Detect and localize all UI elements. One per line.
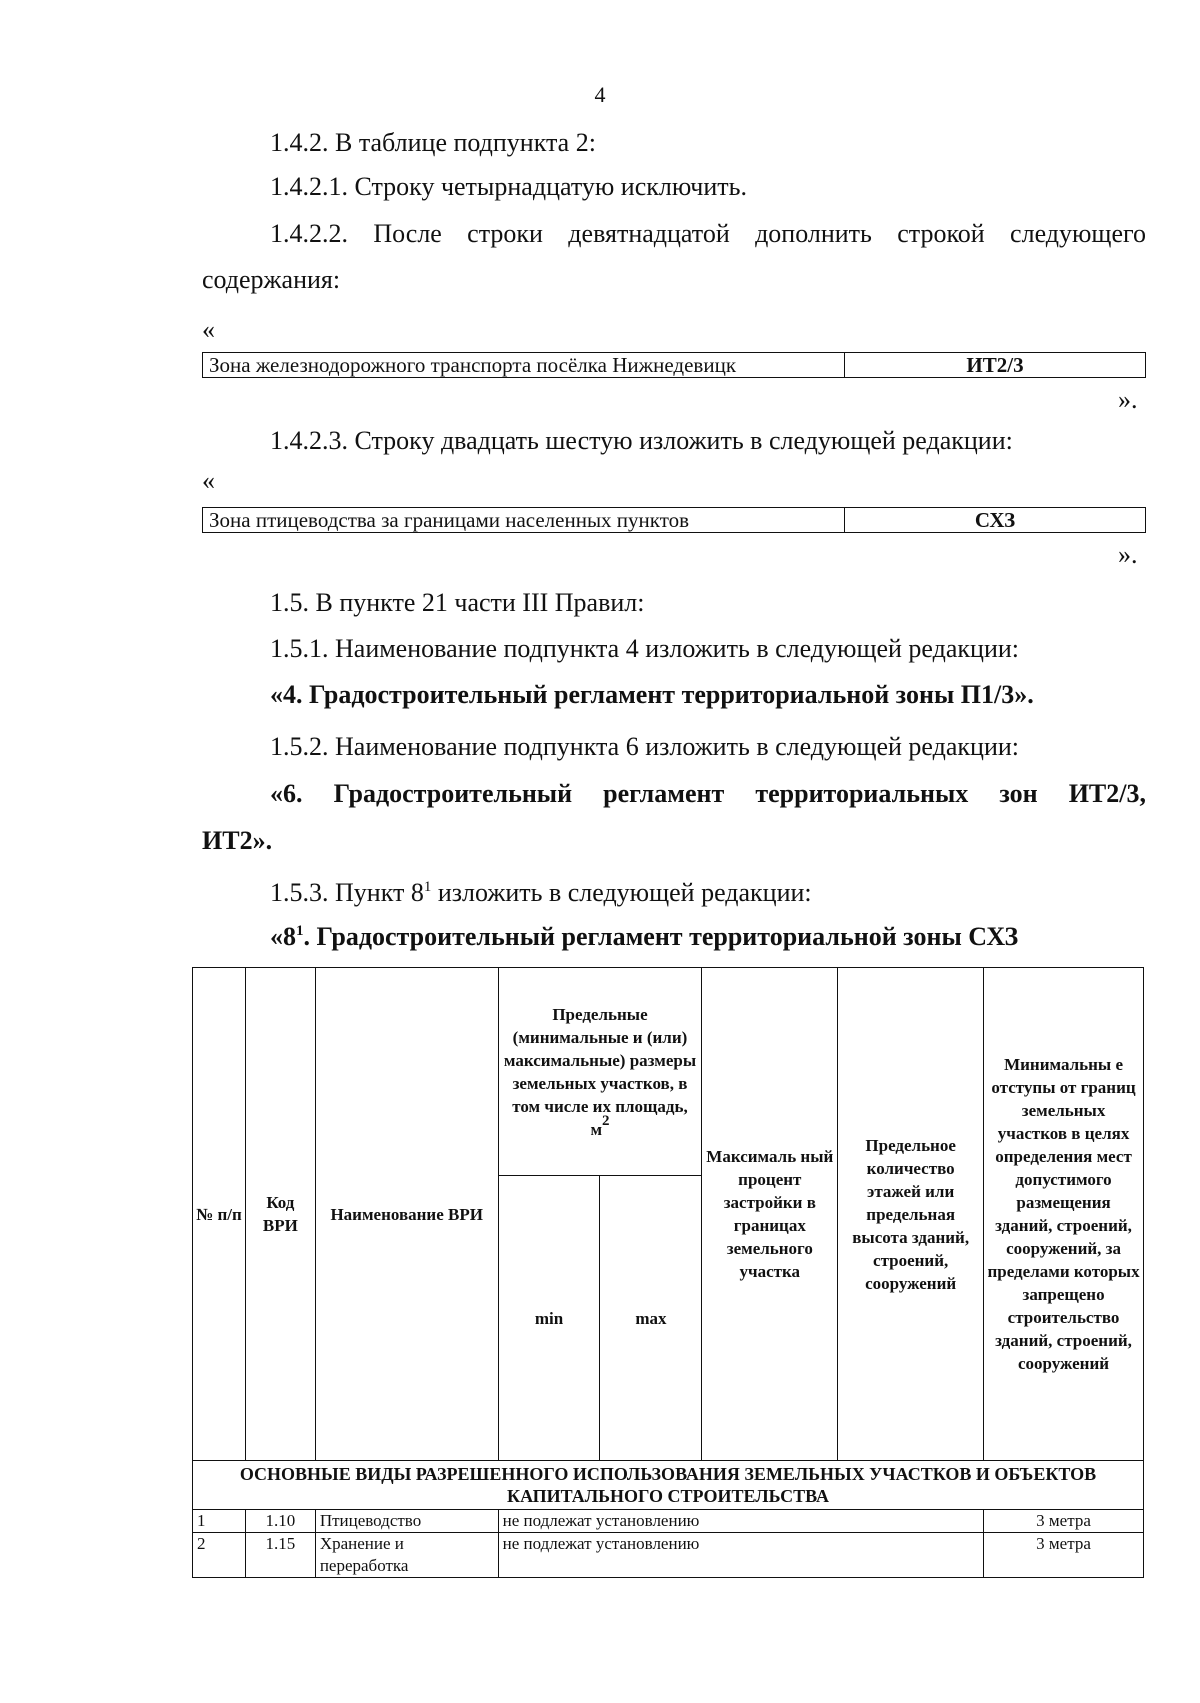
replace-row-table (202, 507, 1146, 533)
header-land-size-text: Предельные (минимальные и (или) максимальные) размеры земельных участков, в том числе их площадь, м (503, 1004, 697, 1139)
heading-subitem-6-cont: ИТ2». (202, 826, 273, 855)
zone-code-cell: ИТ2/3 (845, 353, 1146, 378)
header-max-percent: Максималь ный процент застройки в границах земельного участка (702, 968, 838, 1461)
paragraph-1-5: 1.5. В пункте 21 части III Правил: (270, 588, 645, 617)
table-row (203, 353, 1146, 378)
section-title: ОСНОВНЫЕ ВИДЫ РАЗРЕШЕННОГО ИСПОЛЬЗОВАНИЯ ЗЕМЕЛЬНЫХ УЧАСТКОВ И ОБЪЕКТОВ КАПИТАЛЬНОГО СТРОИТЕЛЬСТВА (193, 1461, 1144, 1510)
heading-text: . Градостроительный регламент территориальной зоны СХЗ (303, 922, 1019, 951)
heading-subitem-6: «6. Градостроительный регламент территориальных зон ИТ2/3, (270, 779, 1146, 808)
quote-close-1: ». (1118, 385, 1138, 414)
paragraph-1-5-2: 1.5.2. Наименование подпункта 6 изложить в следующей редакции: (270, 732, 1019, 761)
header-num: № п/п (193, 968, 246, 1461)
row-name: Птицеводство (315, 1510, 498, 1533)
table-row (203, 508, 1146, 533)
header-max: max (600, 1176, 702, 1461)
paragraph-1-5-1: 1.5.1. Наименование подпункта 4 изложить в следующей редакции: (270, 634, 1019, 663)
zone-code-cell: СХЗ (845, 508, 1146, 533)
row-value: не подлежат установлению (498, 1533, 983, 1578)
header-land-size (498, 968, 702, 1176)
paragraph-text: изложить в следующей редакции: (431, 878, 812, 907)
row-value: не подлежат установлению (498, 1510, 983, 1533)
zone-name-cell: Зона железнодорожного транспорта посёлка Нижнедевицк (203, 353, 845, 378)
paragraph-1-4-2-2: 1.4.2.2. После строки девятнадцатой дополнить строкой следующего (270, 219, 1146, 248)
superscript: 1 (423, 879, 432, 895)
paragraph-text: 1.5.3. Пункт 8 (270, 878, 424, 907)
header-code: Код ВРИ (245, 968, 315, 1461)
table-row (193, 1533, 1144, 1578)
regulation-table (192, 967, 1144, 1578)
quote-open-1: « (202, 315, 215, 344)
header-row (193, 968, 1144, 1176)
header-name: Наименование ВРИ (315, 968, 498, 1461)
row-num: 2 (193, 1533, 246, 1578)
row-code: 1.15 (245, 1533, 315, 1578)
header-min: min (498, 1176, 600, 1461)
page-number: 4 (594, 82, 606, 107)
row-setback: 3 метра (984, 1510, 1144, 1533)
zone-name-cell: Зона птицеводства за границами населенных пунктов (203, 508, 845, 533)
paragraph-1-4-2-1: 1.4.2.1. Строку четырнадцатую исключить. (270, 172, 748, 201)
header-setbacks: Минимальны е отступы от границ земельных участков в целях определения мест допустимого размещения зданий, строений, сооружений, за пределами которых запрещено строительство зданий, строений, сооружений (984, 968, 1144, 1461)
quote-close-2: ». (1118, 540, 1138, 569)
heading-subitem-4: «4. Градостроительный регламент территориальной зоны П1/3». (270, 680, 1034, 709)
table-row (193, 1510, 1144, 1533)
row-code: 1.10 (245, 1510, 315, 1533)
paragraph-1-4-2-2-cont: содержания: (202, 265, 341, 294)
heading-text: «8 (270, 922, 296, 951)
header-floors: Предельное количество этажей или предельная высота зданий, строений, сооружений (838, 968, 984, 1461)
row-name: Хранение и переработка (315, 1533, 498, 1578)
paragraph-1-5-3 (270, 878, 812, 908)
paragraph-1-4-2: 1.4.2. В таблице подпункта 2: (270, 128, 596, 157)
quote-open-2: « (202, 466, 215, 495)
row-setback: 3 метра (984, 1533, 1144, 1578)
section-row (193, 1461, 1144, 1510)
paragraph-1-4-2-3: 1.4.2.3. Строку двадцать шестую изложить в следующей редакции: (270, 426, 1013, 455)
superscript: 2 (602, 1112, 610, 1129)
superscript: 1 (296, 923, 304, 939)
row-num: 1 (193, 1510, 246, 1533)
heading-item-8-1 (270, 922, 1018, 952)
insert-row-table (202, 352, 1146, 378)
